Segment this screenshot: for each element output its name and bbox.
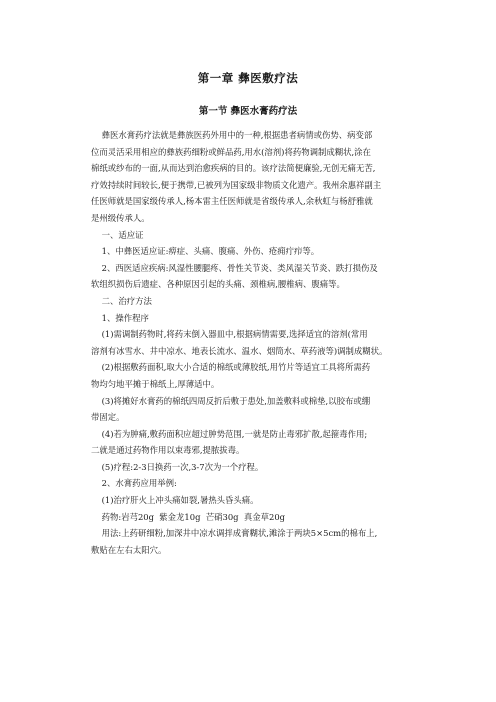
- text-line: 物均匀地平摊于棉纸上,厚薄适中。: [91, 378, 220, 389]
- text-line: (1)治疗肝火上冲头痛如裂,暑热头昏头痛。: [91, 495, 259, 506]
- text-line: 位而灵活采用相应的彝族药细粉或鲜品药,用水(溶剂)将药物调制成糊状,涂在: [91, 146, 371, 157]
- text-line: (1)需调制药物时,将药末倒入器皿中,根据病情需要,选择适宜的溶剂(常用: [91, 329, 368, 340]
- text-line: 任医师就是国家级传承人,杨本雷主任医师就是省级传承人,余秋虹与杨舒雅就: [91, 196, 373, 207]
- text-line: 用法:上药研细粉,加深井中凉水调拌成膏糊状,滩涂于两块5×5cm的棉布上,: [91, 528, 378, 539]
- text-line: 1、操作程序: [91, 312, 149, 323]
- body-text: [91, 127, 409, 558]
- text-line: 二就是通过药物作用以束毒邪,提脓拔毒。: [91, 445, 245, 456]
- text-line: (4)若为肿痛,敷药面积应超过肿势范围,一就是防止毒邪扩散,起箍毒作用;: [91, 428, 368, 439]
- section-title: 第一节 彝医水膏药疗法: [198, 106, 298, 117]
- text-line: (3)将摊好水膏药的棉纸四周反折后敷于患处,加盖敷料或棉垫,以胶布或绷: [91, 395, 371, 406]
- text-line: 是州级传承人。: [91, 212, 150, 223]
- text-line: (5)疗程:2-3日换药一次,3-7次为一个疗程。: [91, 461, 264, 472]
- heading-treatment-method: 二、治疗方法: [91, 295, 152, 306]
- heading-indications: 一、适应证: [91, 229, 144, 240]
- text-line: 2、水膏药应用举例:: [91, 478, 177, 489]
- text-line: 疗效持续时间较长,便于携带,已被列为国家级非物质文化遗产。我州余惠祥副主: [91, 179, 382, 190]
- text-line: 带固定。: [91, 412, 125, 423]
- text-line: 溶剂有冰雪水、井中凉水、地表长流水、温水、烟筒水、草药液等)调制成糊状。: [91, 345, 388, 356]
- text-line: 软组织损伤后遗症、各种原因引起的头痛、颈椎病,腰椎病、腹痛等。: [91, 279, 345, 290]
- text-line: 彝医水膏药疗法就是彝族医药外用中的一种,根据患者病情或伤势、病变部: [91, 130, 373, 140]
- text-line: 2、西医适应疾病:风湿性腰腿疼、骨性关节炎、类风湿关节炎、跌打损伤及: [91, 262, 378, 273]
- text-line: (2)根据敷药面积,取大小合适的棉纸或薄胶纸,用竹片等适宜工具将所需药: [91, 362, 371, 373]
- text-line: 药物:岩芎20g 紫金龙10g 芒硝30g 真金草20g: [91, 511, 286, 522]
- text-line: 棉纸或纱布的一面,从而达到治愈疾病的目的。该疗法简便廉验,无创无痛无苦,: [91, 163, 376, 174]
- text-line: 敷贴在左右太阳穴。: [91, 544, 167, 555]
- chapter-title: 第一章 彝医敷疗法: [197, 71, 299, 85]
- text-line: 1、中彝医适应证:痹症、头痛、腹痛、外伤、疮痈疔疖等。: [91, 246, 320, 257]
